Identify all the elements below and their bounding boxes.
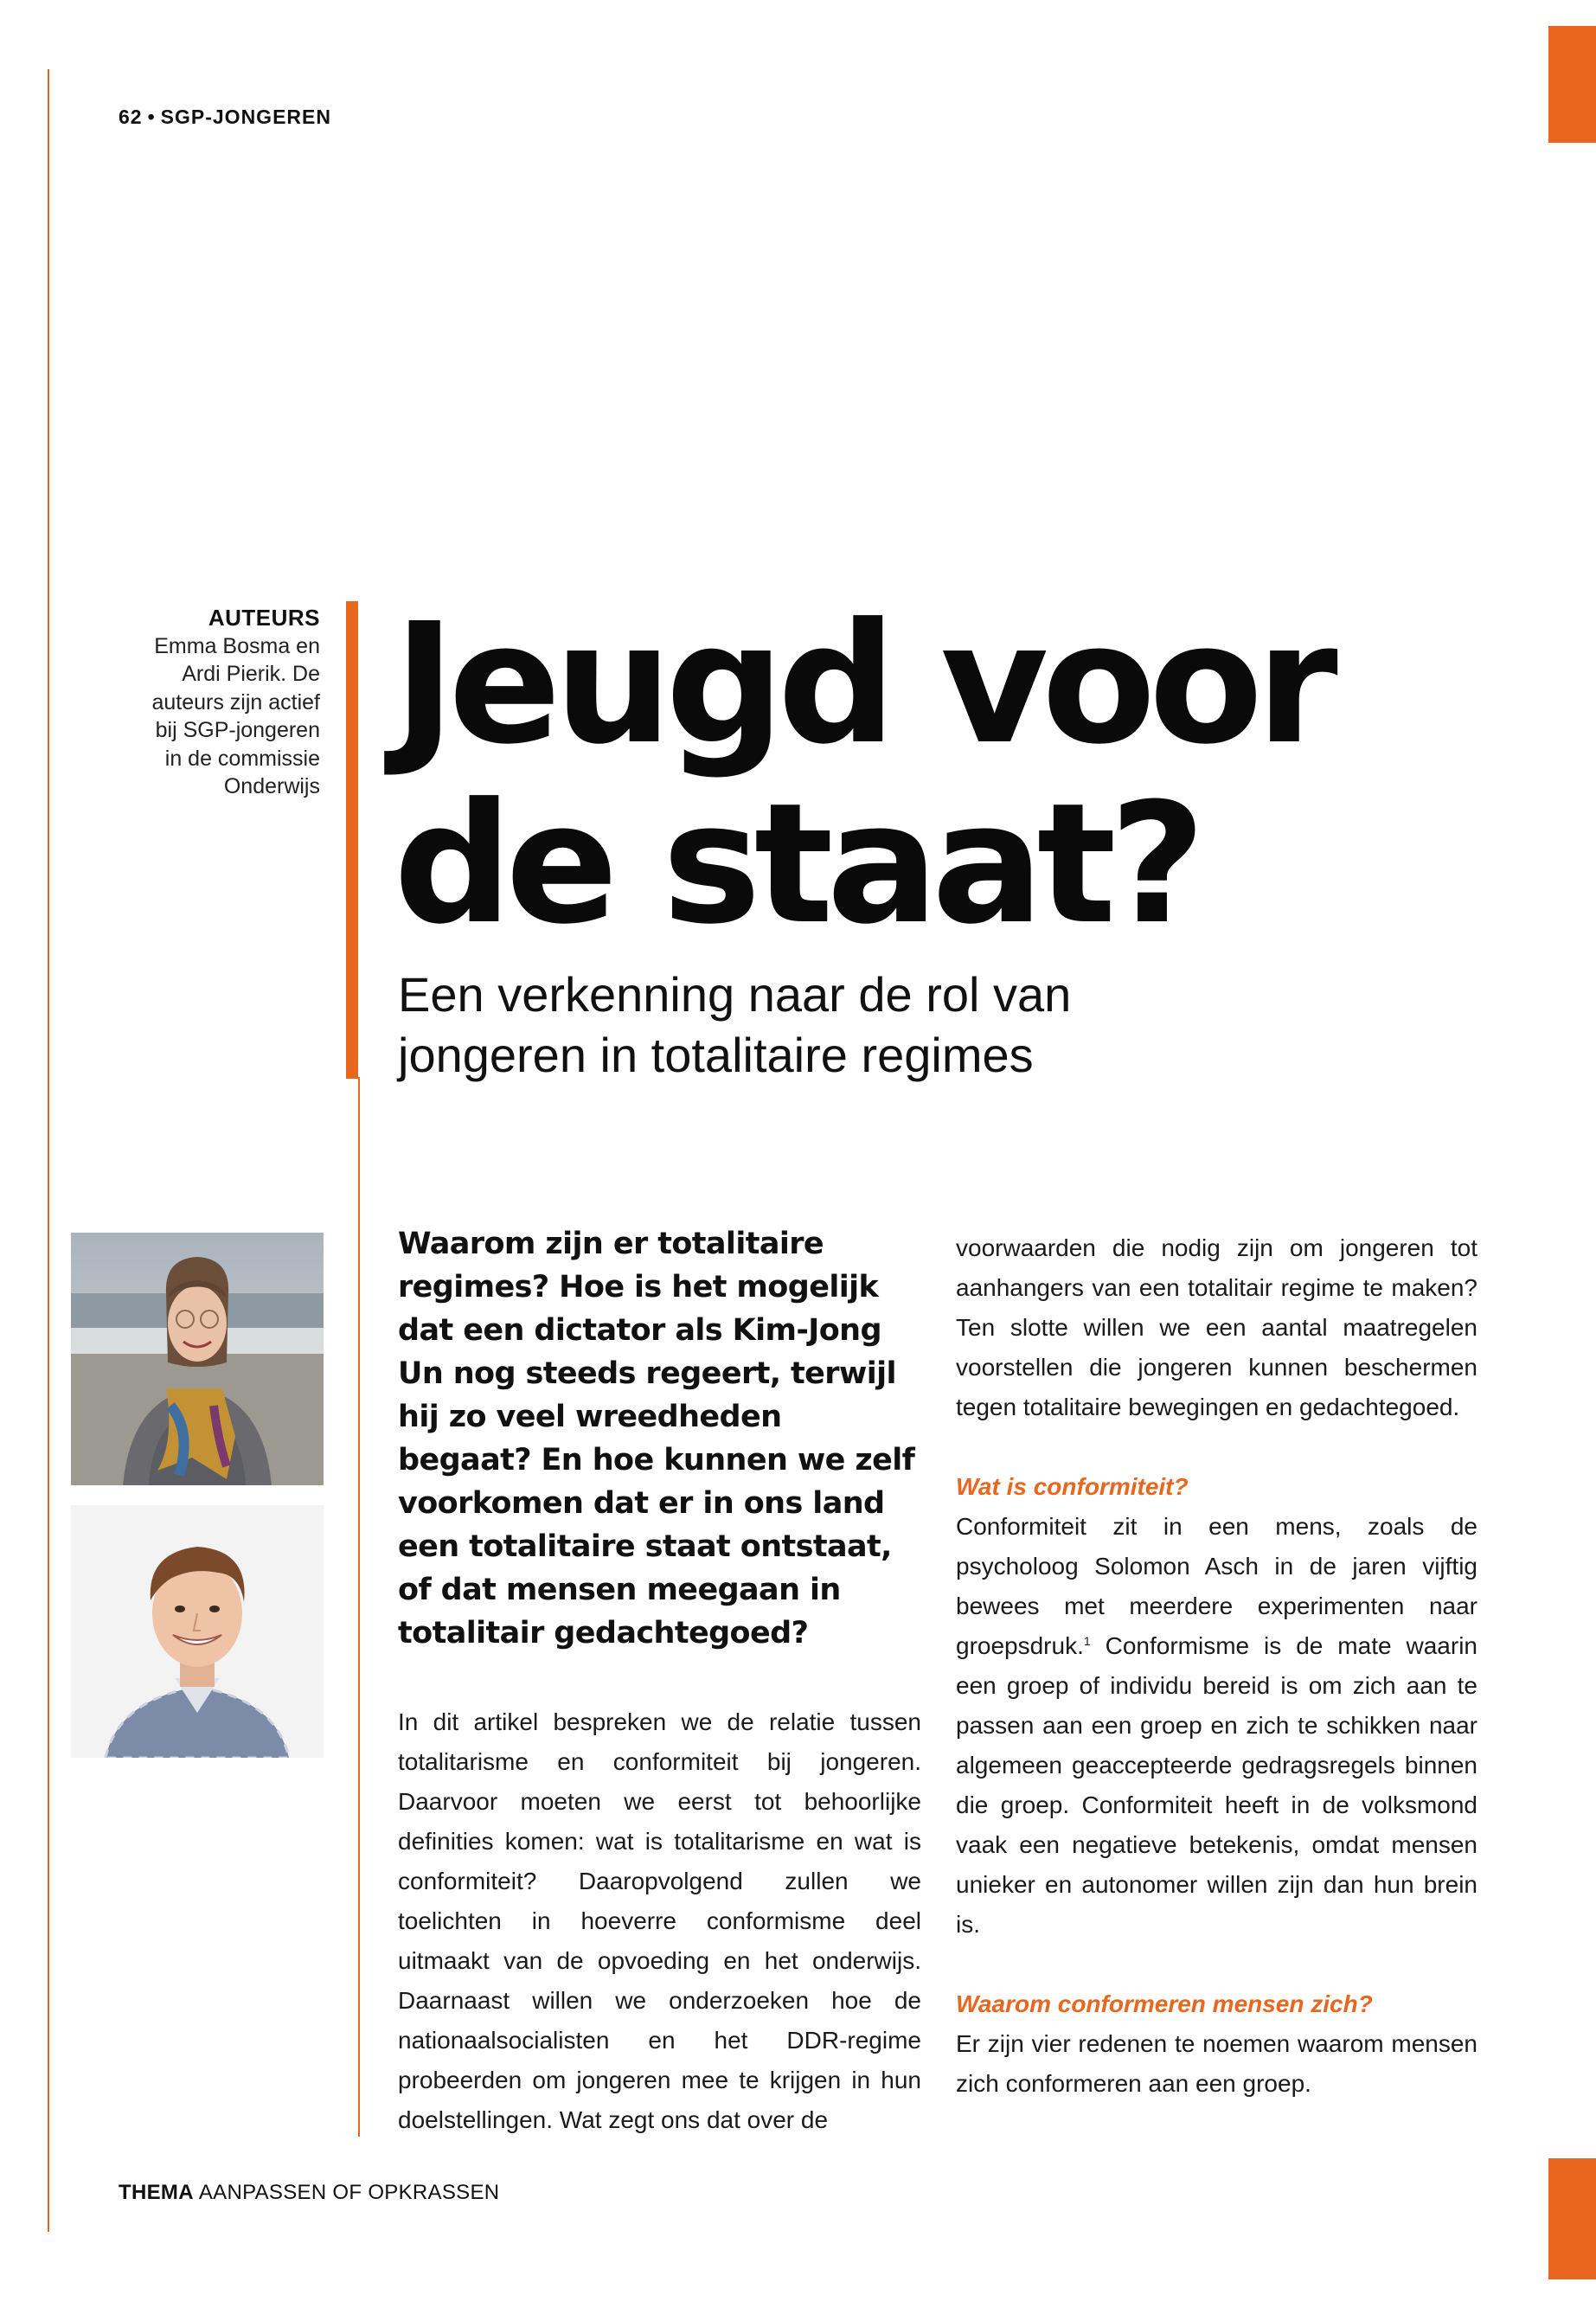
subtitle-line-2: jongeren in totalitaire regimes xyxy=(398,1028,1034,1082)
authors-line: bij SGP-jongeren xyxy=(155,718,320,742)
body-text: Conformisme is de mate waarin een groep of individu bereid is om zich aan te passen aan een groep en zich te schikken naar algemeen geaccepteerde gedragsregels binnen die groep. Conformiteit heeft in de volksmond vaak een negatieve betekenis, omdat mensen unieker en autonomer willen zijn dan hun brein is. xyxy=(956,1632,1477,1938)
authors-label: AUTEURS xyxy=(208,605,320,631)
authors-line: auteurs zijn actief xyxy=(151,689,320,715)
authors-line: Ardi Pierik. De xyxy=(182,662,320,686)
title-line-2: de staat? xyxy=(394,768,1199,961)
left-margin-rule xyxy=(48,69,49,2232)
author-photo-2 xyxy=(71,1505,324,1758)
footnote-ref: 1 xyxy=(1083,1634,1091,1648)
footer-theme-label: THEMA xyxy=(119,2181,194,2204)
page-number: 62 xyxy=(119,106,143,128)
section-heading-conformiteit: Wat is conformiteit? xyxy=(956,1473,1189,1500)
author-photo-1 xyxy=(71,1233,324,1485)
authors-line: Onderwijs xyxy=(223,774,320,798)
portrait-ardi-image xyxy=(71,1505,324,1758)
body-paragraph: voorwaarden die nodig zijn om jongeren tot aanhangers van een totalitair regime te maken? Ten slotte willen we een aantal maatregelen voorstellen die jongeren kunnen beschermen tegen totalitaire bewegingen en gedachtegoed. xyxy=(956,1234,1477,1420)
body-paragraph: Er zijn vier redenen te noemen waarom mensen zich conformeren aan een groep. xyxy=(956,2030,1477,2097)
title-accent-bar xyxy=(346,601,358,1079)
authors-block xyxy=(104,604,320,801)
body-column-1 xyxy=(398,1702,921,2140)
body-text: Conformiteit zit in een mens, zoals de psycholoog Solomon Asch in de jaren vijftig bewees met meerdere experimenten naar groepsdruk. xyxy=(956,1513,1477,1659)
running-header xyxy=(119,106,331,129)
title-line-1: Jeugd voor xyxy=(394,588,1331,781)
body-column-2 xyxy=(956,1228,1477,2104)
authors-line: in de commissie xyxy=(164,746,320,771)
lead-paragraph: Waarom zijn er totalitaire regimes? Hoe is het mogelijk dat een dictator als Kim-Jong Un nog steeds regeert, terwijl hij zo veel wreedheden begaat? En hoe kunnen we zelf voorkomen dat er in ons land een totalitaire staat ontstaat, of dat mensen meegaan in totalitair gedachtegoed? xyxy=(398,1227,915,1650)
body-paragraph xyxy=(956,1507,1477,1945)
authors-line: Emma Bosma en xyxy=(154,633,320,658)
page-title xyxy=(394,588,1518,961)
section-heading-waarom: Waarom conformeren mensen zich? xyxy=(956,1990,1373,2017)
header-separator: • xyxy=(147,106,156,128)
page-footer xyxy=(119,2181,499,2205)
top-edge-tab xyxy=(1548,26,1596,143)
section-name: SGP-JONGEREN xyxy=(160,106,331,128)
portrait-emma-image xyxy=(71,1233,324,1485)
body-paragraph: In dit artikel bespreken we de relatie tussen totalitarisme en conformiteit bij jongeren. Daarvoor moeten we eerst tot behoorlijke definities komen: wat is totalitarisme en wat is conformiteit? Daaropvolgend zullen we toelichten in hoeverre conformisme deel uitmaakt van de opvoeding en het onderwijs. Daarnaast willen we onderzoeken hoe de nationaalsocialisten en het DDR-regime probeerden om jongeren mee te krijgen in hun doelstellingen. Wat zegt ons dat over de xyxy=(398,1708,921,2133)
bottom-edge-tab xyxy=(1548,2158,1596,2279)
subtitle xyxy=(398,965,1349,1086)
subtitle-line-1: Een verkenning naar de rol van xyxy=(398,967,1072,1022)
column-rule xyxy=(358,1077,360,2137)
footer-theme-title: AANPASSEN OF OPKRASSEN xyxy=(198,2181,500,2204)
